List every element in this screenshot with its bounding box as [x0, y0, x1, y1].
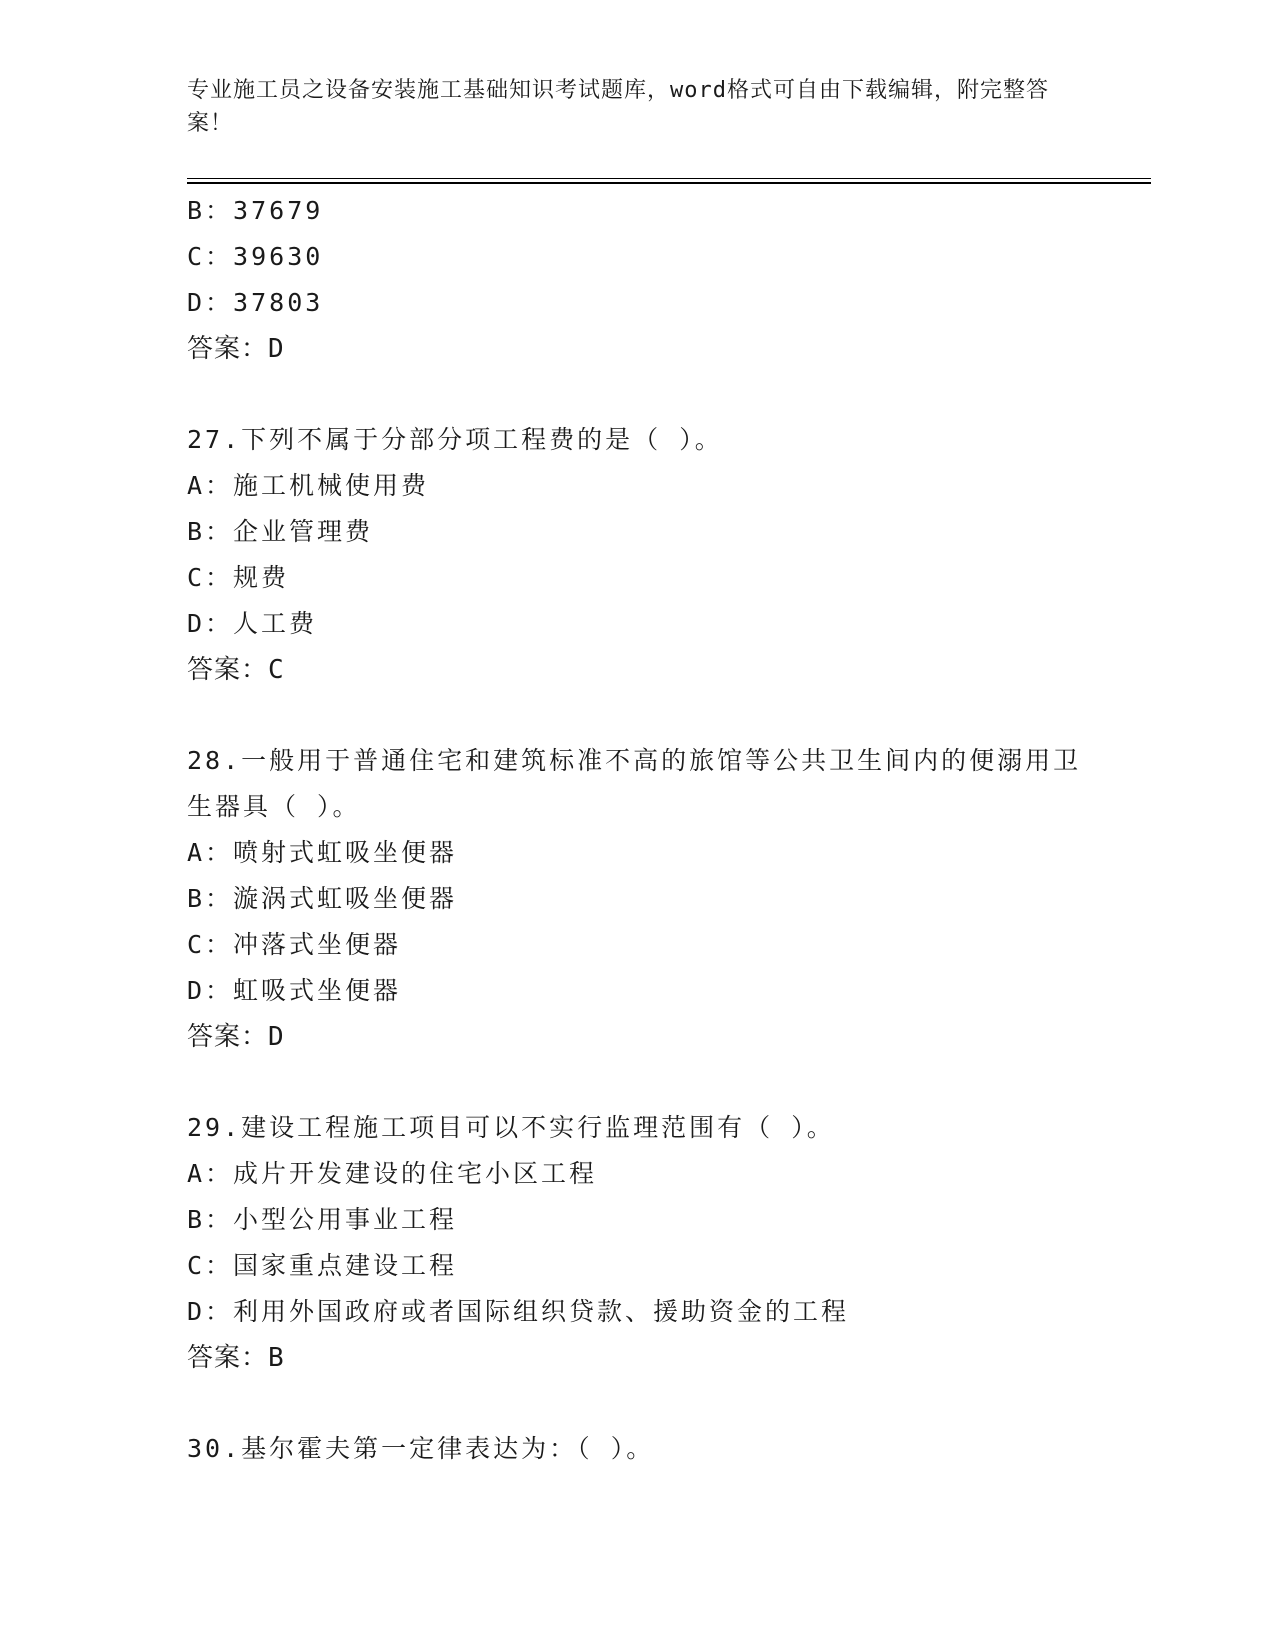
option-c: C：国家重点建设工程 — [187, 1251, 458, 1280]
option-d: D：37803 — [187, 288, 324, 317]
option-a: A：喷射式虹吸坐便器 — [187, 838, 458, 867]
option-d: D：利用外国政府或者国际组织贷款、援助资金的工程 — [187, 1297, 850, 1326]
question-27 — [187, 417, 1127, 693]
question-stem: 29.建设工程施工项目可以不实行监理范围有（ ）。 — [187, 1113, 835, 1142]
question-list — [187, 188, 1127, 1472]
question-28 — [187, 738, 1127, 1060]
option-d: D：虹吸式坐便器 — [187, 976, 402, 1005]
option-d: D：人工费 — [187, 609, 318, 638]
question-26-tail — [187, 188, 1127, 372]
option-b: B：企业管理费 — [187, 517, 374, 546]
option-c: C：规费 — [187, 563, 290, 592]
answer: 答案：D — [187, 1022, 285, 1052]
header-divider-thin — [187, 178, 1151, 179]
answer: 答案：C — [187, 655, 285, 685]
option-a: A：成片开发建设的住宅小区工程 — [187, 1159, 598, 1188]
option-b: B：漩涡式虹吸坐便器 — [187, 884, 458, 913]
option-c: C：冲落式坐便器 — [187, 930, 402, 959]
document-title: 专业施工员之设备安装施工基础知识考试题库，word格式可自由下载编辑，附完整答案！ — [187, 78, 1049, 136]
question-stem: 30.基尔霍夫第一定律表达为：（ ）。 — [187, 1434, 655, 1463]
question-stem: 27.下列不属于分部分项工程费的是（ ）。 — [187, 425, 723, 454]
question-29 — [187, 1105, 1127, 1381]
option-b: B：小型公用事业工程 — [187, 1205, 458, 1234]
option-c: C：39630 — [187, 242, 324, 271]
option-b: B：37679 — [187, 196, 324, 225]
question-stem: 28.一般用于普通住宅和建筑标准不高的旅馆等公共卫生间内的便溺用卫生器具（ ）。 — [187, 746, 1082, 821]
option-a: A：施工机械使用费 — [187, 471, 430, 500]
answer: 答案：B — [187, 1343, 285, 1373]
header-divider-thick — [187, 182, 1151, 184]
question-30 — [187, 1426, 1127, 1472]
document-header — [187, 74, 1087, 140]
answer: 答案：D — [187, 334, 285, 364]
